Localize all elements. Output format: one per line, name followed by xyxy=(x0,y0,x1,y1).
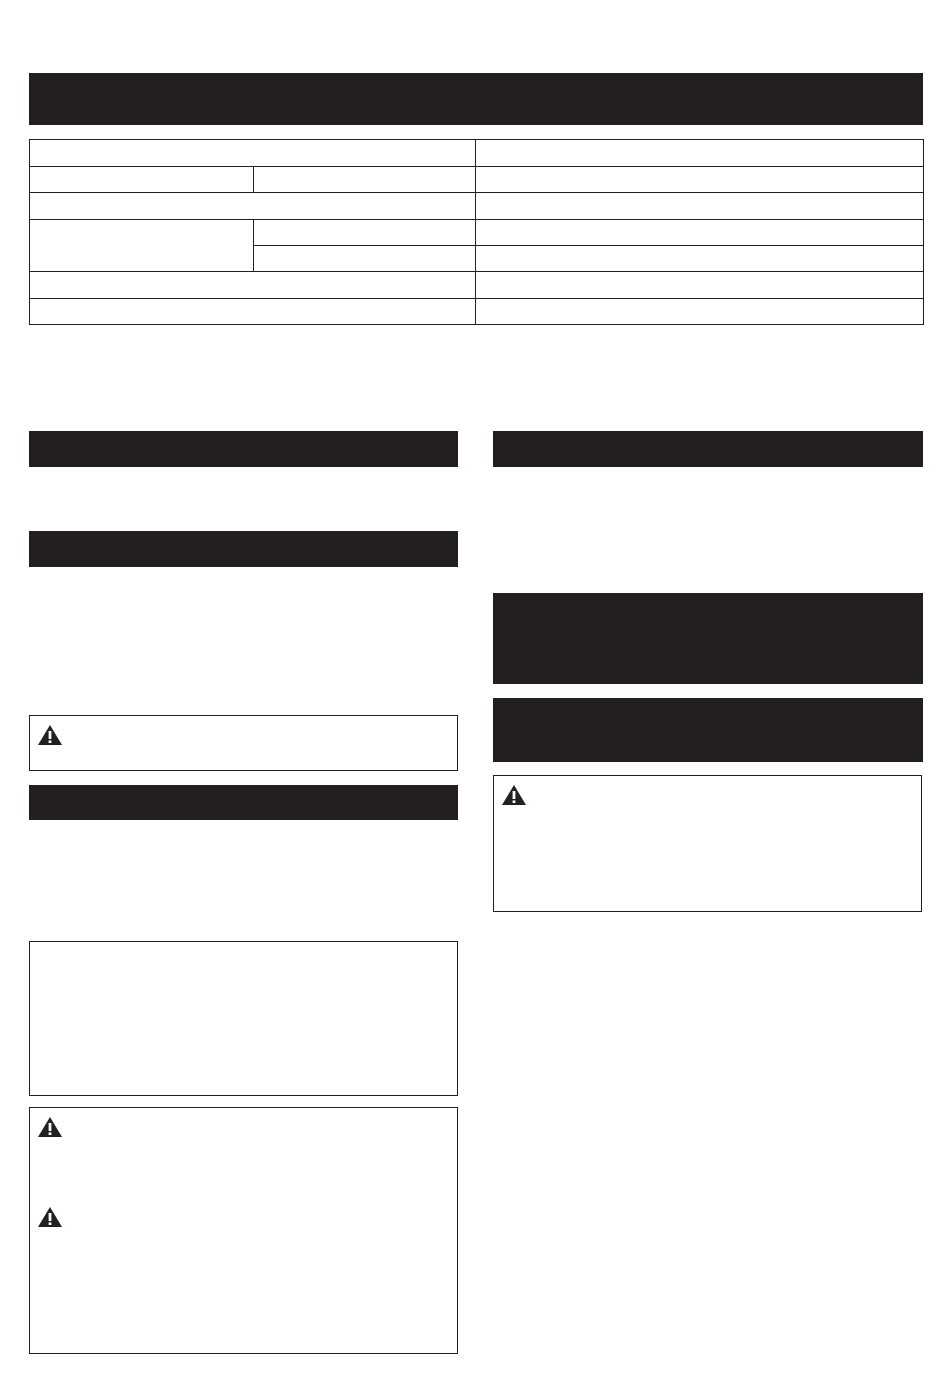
table-row xyxy=(30,220,924,246)
table-row xyxy=(30,167,924,193)
table-row xyxy=(30,272,924,299)
table-cell xyxy=(254,246,476,272)
table-cell xyxy=(476,299,924,325)
right-section-1-header xyxy=(493,431,923,467)
warning-box-right xyxy=(493,775,922,912)
table-row xyxy=(30,299,924,325)
caution-box-1 xyxy=(29,715,458,771)
table-cell xyxy=(476,167,924,193)
warning-box-left xyxy=(29,1107,458,1354)
warning-triangle-icon xyxy=(37,724,63,746)
table-cell xyxy=(476,140,924,167)
table-cell xyxy=(30,193,476,220)
page-header-bar xyxy=(29,73,923,125)
warning-triangle-icon xyxy=(501,784,527,806)
table-cell xyxy=(254,167,476,193)
warning-triangle-icon xyxy=(37,1116,63,1138)
table-cell xyxy=(30,140,476,167)
table-cell xyxy=(30,272,476,299)
warning-triangle-icon xyxy=(37,1206,63,1228)
right-section-3-header xyxy=(493,698,923,762)
note-box xyxy=(29,941,458,1096)
table-cell xyxy=(30,220,254,272)
left-section-1-header xyxy=(29,431,458,467)
left-section-3-header xyxy=(29,785,458,820)
table-cell xyxy=(476,272,924,299)
table-cell xyxy=(476,246,924,272)
table-cell xyxy=(30,299,476,325)
specification-table xyxy=(29,139,924,325)
table-cell xyxy=(254,220,476,246)
table-cell xyxy=(476,193,924,220)
table-row xyxy=(30,193,924,220)
table-cell xyxy=(476,220,924,246)
table-cell xyxy=(30,167,254,193)
left-section-2-header xyxy=(29,531,458,567)
right-section-2-header xyxy=(493,593,923,684)
table-row xyxy=(30,140,924,167)
